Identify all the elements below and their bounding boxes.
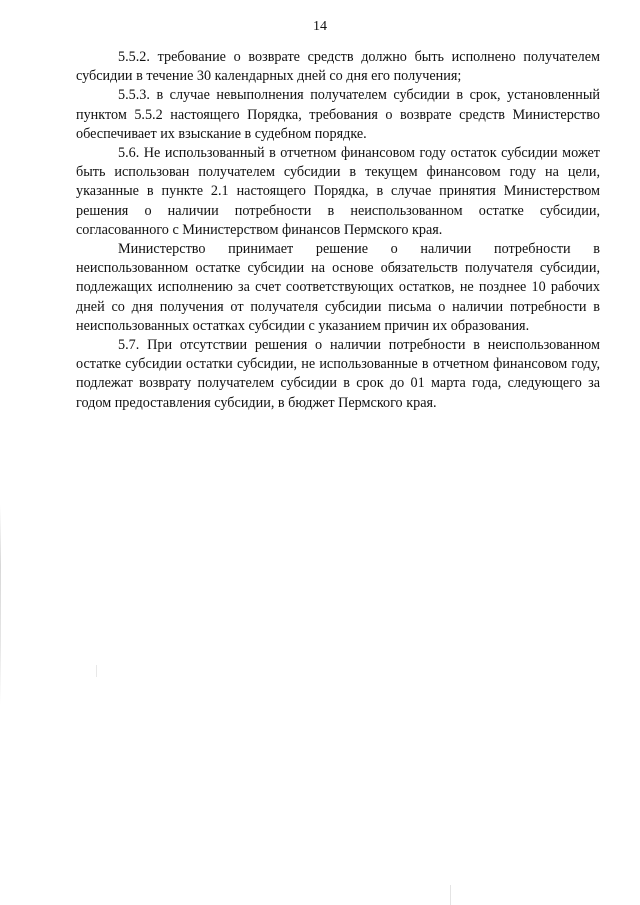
- paragraph-5-7: 5.7. При отсутствии решения о наличии потребности в неиспользованном остатке субсидии остатки субсидии, не использованные в отчетном финансовом году, подлежат возврату получателем субсидии в срок до 01 марта года, следующего за годом предоставления субсидии, в бюджет Пермского края.: [76, 337, 600, 411]
- paragraph-5-6: 5.6. Не использованный в отчетном финансовом году остаток субсидии может быть использован получателем субсидии в текущем финансовом году на цели, указанные в пункте 2.1 настоящего Порядка, в случае принятия Министерством решения о наличии потребности в неиспользованном остатке субсидии, согласованного с Министерством финансов Пермского края.: [76, 145, 600, 238]
- paragraph-5-5-3: 5.5.3. в случае невыполнения получателем субсидии в срок, установленный пунктом 5.5.2 настоящего Порядка, требования о возврате средств Министерство обеспечивает их взыскание в судебном порядке.: [76, 87, 600, 142]
- document-body: [76, 48, 600, 413]
- page-number: 14: [313, 19, 327, 34]
- scan-edge-left: [0, 505, 1, 705]
- paragraph-ministry-decision: Министерство принимает решение о наличии потребности в неиспользованном остатке субсидии на основе обязательств получателя субсидии, подлежащих исполнению за счет соответствующих остатков, не позднее 10 рабочих дней со дня получения от получателя субсидии письма о наличии потребности в неиспользованных остатках субсидии с указанием причин их образования.: [76, 241, 600, 334]
- scan-mark: [96, 665, 97, 677]
- scan-edge-bottom: [450, 885, 640, 905]
- paragraph-5-5-2: 5.5.2. требование о возврате средств должно быть исполнено получателем субсидии в течение 30 календарных дней со дня его получения;: [76, 49, 600, 85]
